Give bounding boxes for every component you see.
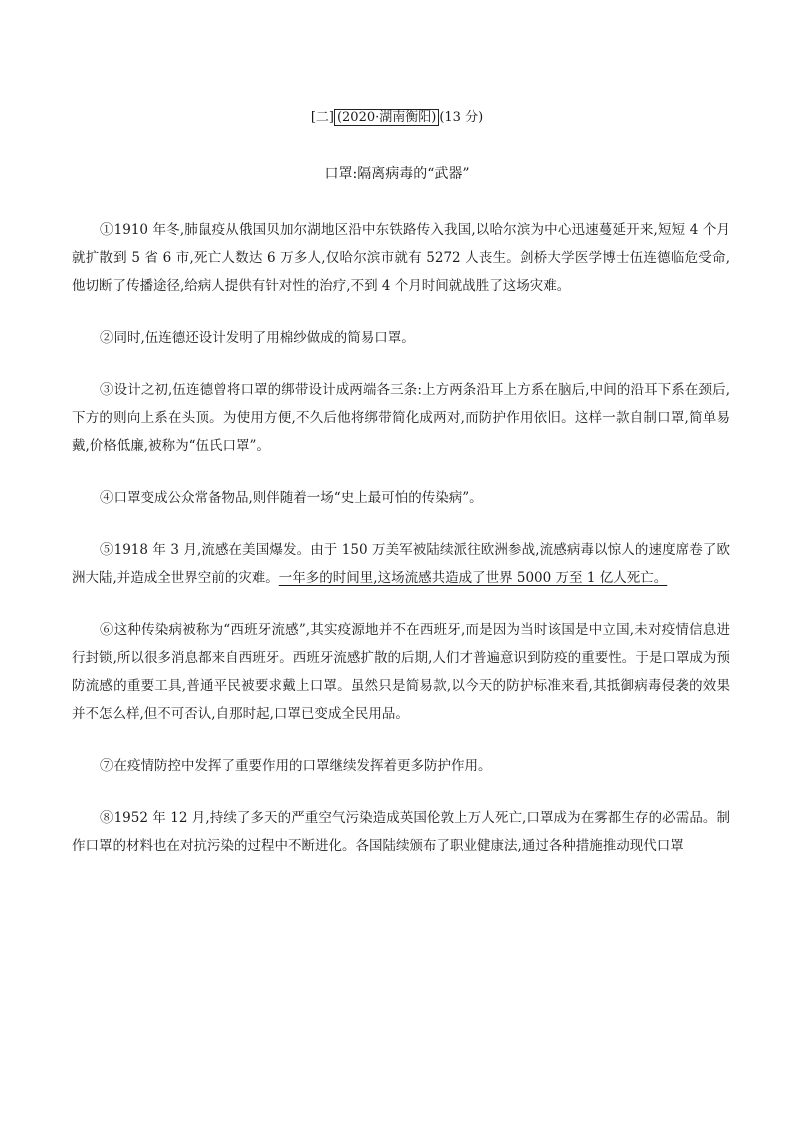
underlined-sentence: 一年多的时间里,这场流感共造成了世界 5000 万至 1 亿人死亡。 [278, 570, 668, 586]
section-number: [二] [310, 110, 334, 125]
paragraph-7: ⑦在疫情防控中发挥了重要作用的口罩继续发挥着更多防护作用。 [100, 758, 492, 774]
article-body [72, 216, 730, 884]
question-header [0, 108, 794, 128]
paragraph-2: ②同时,伍连德还设计发明了用棉纱做成的简易口罩。 [100, 330, 415, 346]
source-label: (2020·湖南衡阳) [334, 109, 439, 126]
score-label: (13 分) [439, 110, 484, 125]
paragraph-8: ⑧1952 年 12 月,持续了多天的严重空气污染造成英国伦敦上万人死亡,口罩成为在雾都生存的必需品。制作口罩的材料也在对抗污染的过程中不断进化。各国陆续颁布了职业健康法,通过各种措施推动现代口罩 [72, 810, 730, 854]
paragraph-3: ③设计之初,伍连德曾将口罩的绑带设计成两端各三条:上方两条沿耳上方系在脑后,中间的沿耳下系在颈后,下方的则向上系在头顶。为使用方便,不久后他将绑带简化成两对,而防护作用依旧。这样一款自制口罩,简单易戴,价格低廉,被称为“伍氏口罩”。 [72, 382, 730, 454]
paragraph-6: ⑥这种传染病被称为“西班牙流感”,其实疫源地并不在西班牙,而是因为当时该国是中立国,未对疫情信息进行封锁,所以很多消息都来自西班牙。西班牙流感扩散的后期,人们才普遍意识到防疫的重要性。于是口罩成为预防流感的重要工具,普通平民被要求戴上口罩。虽然只是简易款,以今天的防护标准来看,其抵御病毒侵袭的效果并不怎么样,但不可否认,自那时起,口罩已变成全民用品。 [72, 622, 730, 722]
article-title: 口罩:隔离病毒的“武器” [324, 166, 470, 182]
paragraph-1: ①1910 年冬,肺鼠疫从俄国贝加尔湖地区沿中东铁路传入我国,以哈尔滨为中心迅速蔓延开来,短短 4 个月就扩散到 5 省 6 市,死亡人数达 6 万多人,仅哈尔滨市就有 5272 人丧生。剑桥大学医学博士伍连德临危受命,他切断了传播途径,给病人提供有针对性的治疗,不到 4 个月时间就战胜了这场灾难。 [72, 222, 730, 294]
paragraph-4: ④口罩变成公众常备物品,则伴随着一场“史上最可怕的传染病”。 [100, 490, 483, 506]
paragraph-5-text: ⑤1918 年 3 月,流感在美国爆发。由于 150 万美军被陆续派往欧洲参战,流感病毒以惊人的速度席卷了欧洲大陆,并造成全世界空前的灾难。 [72, 542, 730, 586]
paragraph-5 [72, 536, 730, 592]
